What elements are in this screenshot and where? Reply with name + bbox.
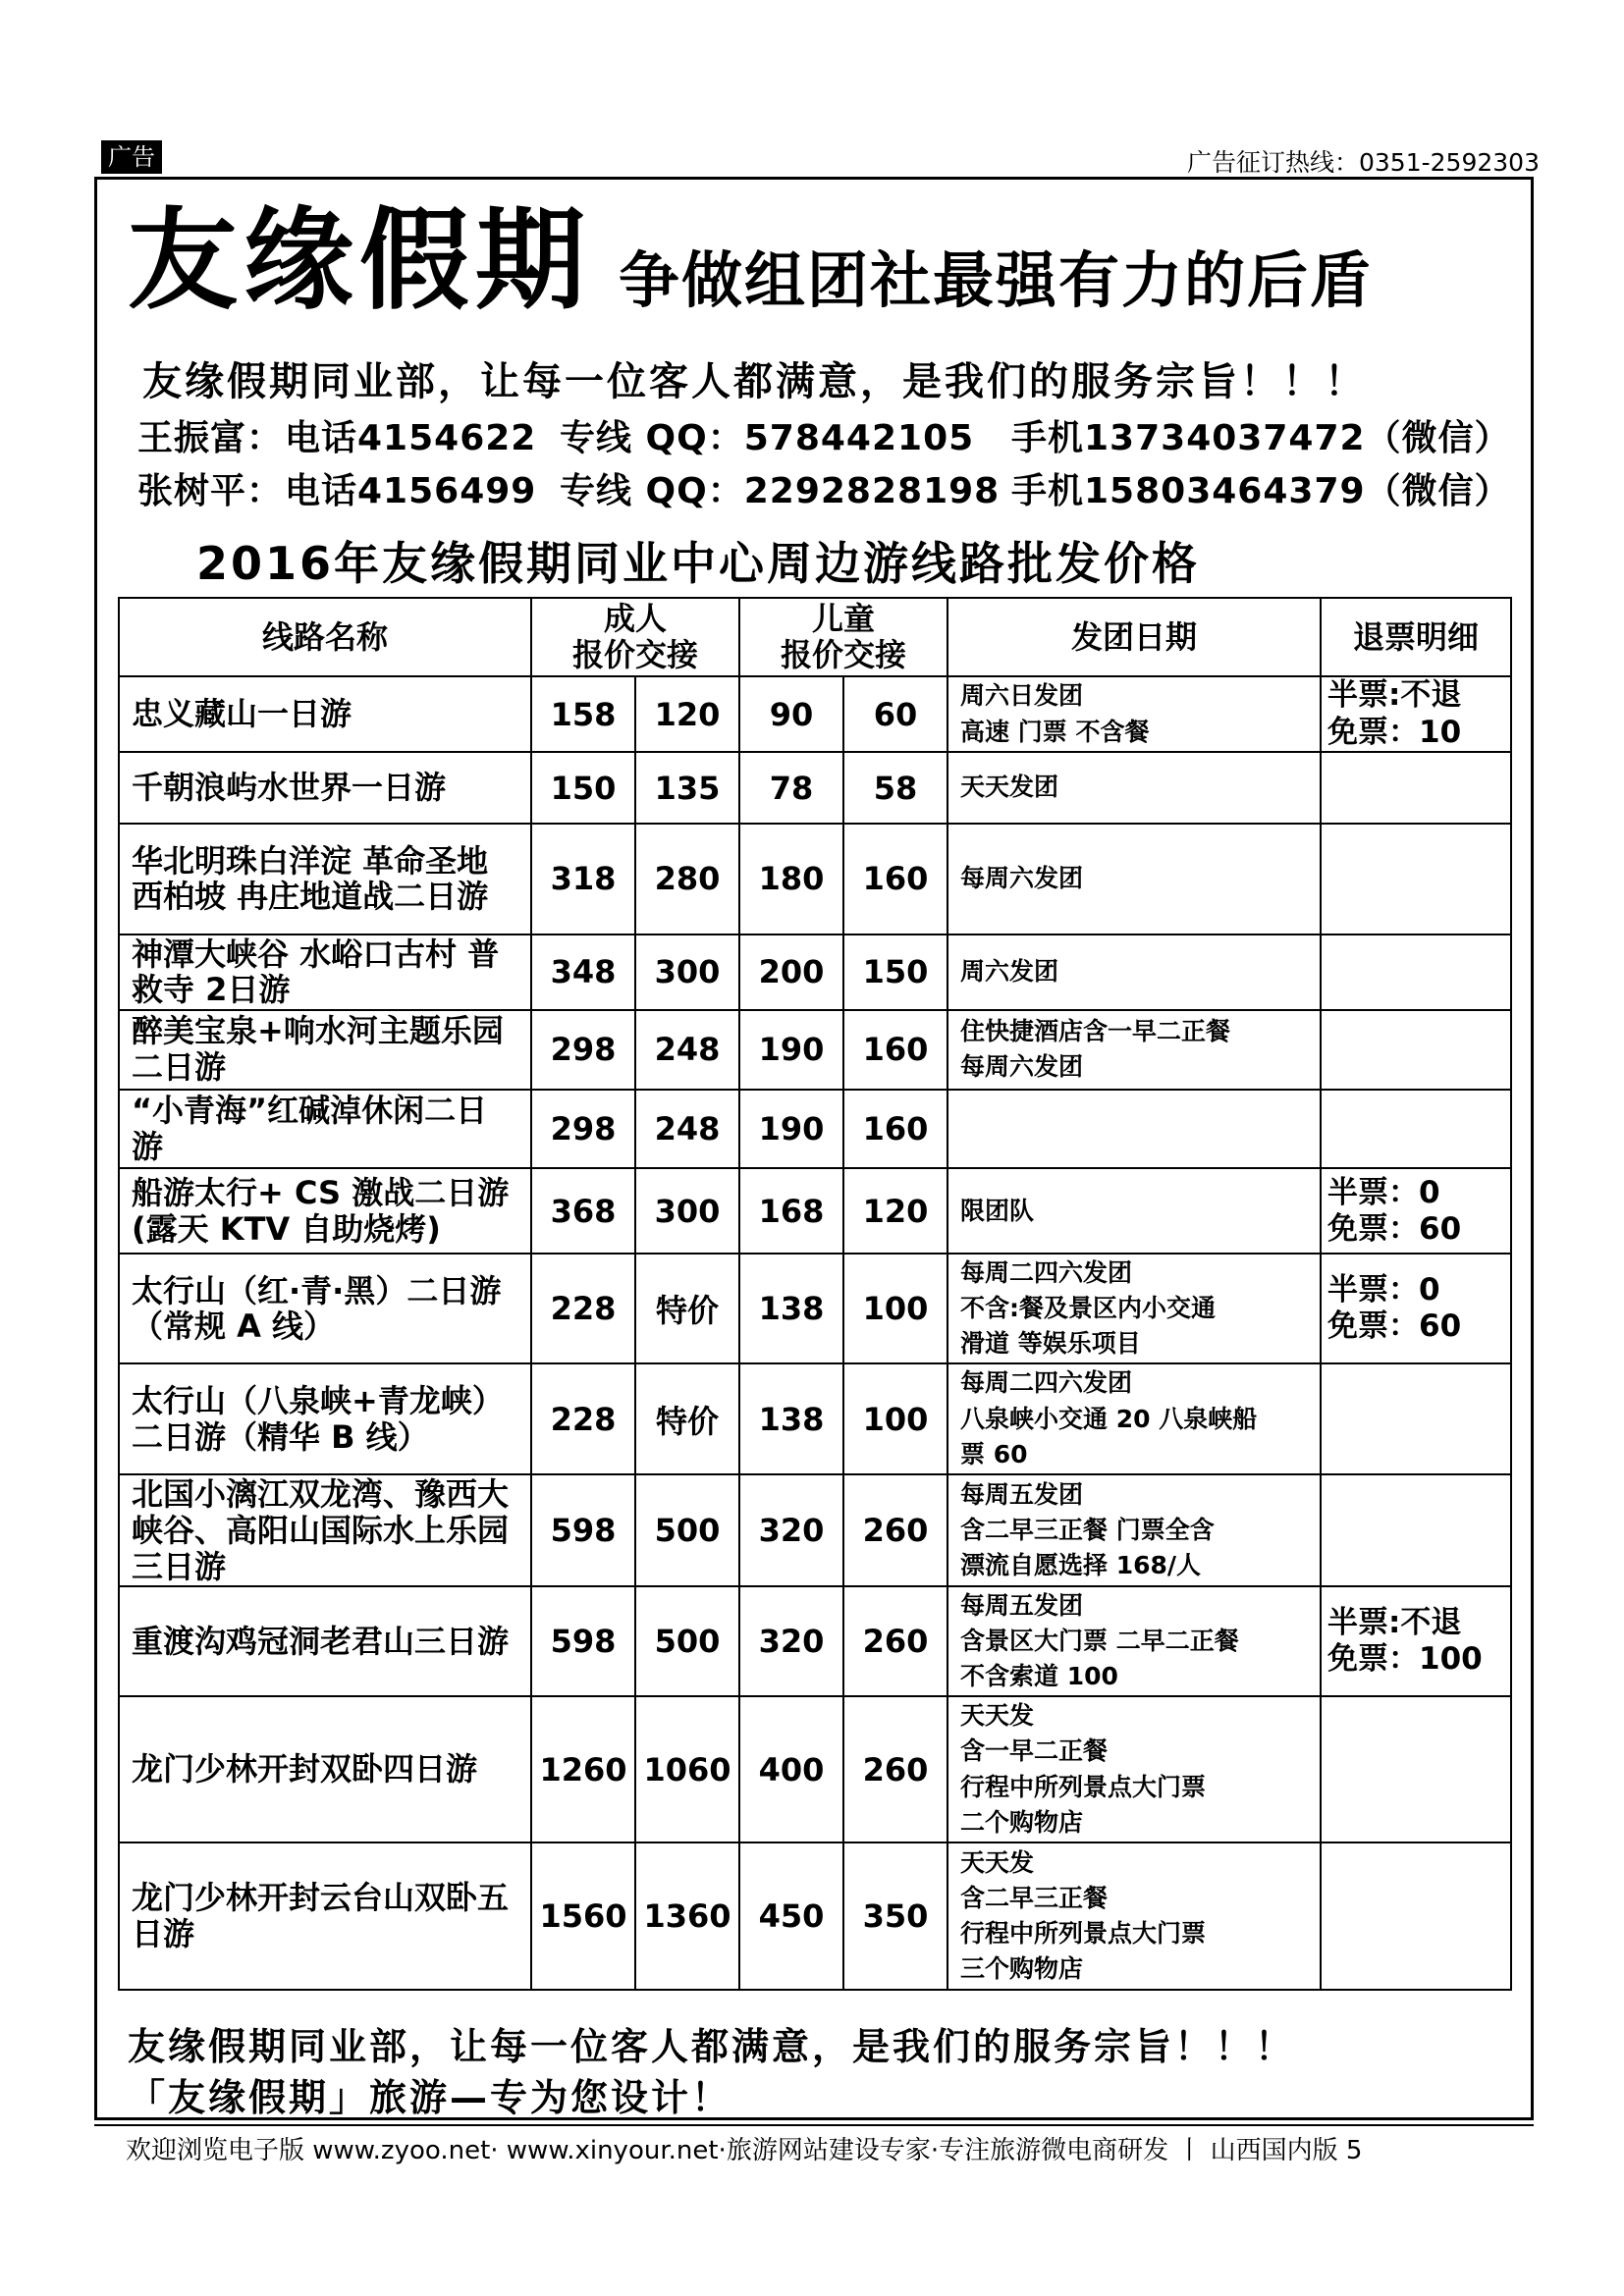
child-quote: 138 bbox=[739, 1363, 843, 1474]
refund-line: 半票:不退 bbox=[1327, 1604, 1462, 1640]
adult-handover: 280 bbox=[635, 824, 739, 934]
date-line: 行程中所列景点大门票 bbox=[960, 1919, 1207, 1949]
departure-dates bbox=[947, 1474, 1321, 1586]
adult-handover: 248 bbox=[635, 1090, 739, 1169]
adult-quote: 598 bbox=[531, 1586, 635, 1696]
child-quote: 138 bbox=[739, 1254, 843, 1363]
child-handover: 100 bbox=[843, 1254, 947, 1363]
date-line: 天天发 bbox=[960, 1701, 1035, 1731]
contact-mobile: 手机15803464379（微信） bbox=[1011, 471, 1511, 511]
date-line: 限团队 bbox=[960, 1196, 1035, 1225]
refund-details bbox=[1321, 1168, 1511, 1254]
refund-details bbox=[1321, 824, 1511, 934]
child-quote: 450 bbox=[739, 1842, 843, 1990]
date-line: 周六发团 bbox=[960, 957, 1059, 987]
refund-details bbox=[1321, 934, 1511, 1010]
service-tagline: 友缘假期同业部，让每一位客人都满意，是我们的服务宗旨！！！ bbox=[142, 359, 1367, 404]
refund-line: 半票：0 bbox=[1327, 1272, 1440, 1308]
child-quote: 200 bbox=[739, 934, 843, 1010]
adult-handover: 500 bbox=[635, 1586, 739, 1696]
contact-phone: 电话4156499 bbox=[285, 471, 537, 511]
refund-line: 免票：10 bbox=[1327, 714, 1462, 750]
adult-quote: 1260 bbox=[531, 1696, 635, 1843]
child-quote: 400 bbox=[739, 1696, 843, 1843]
child-quote: 320 bbox=[739, 1474, 843, 1586]
refund-line: 半票：0 bbox=[1327, 1174, 1440, 1210]
table-header-row bbox=[119, 598, 1511, 676]
departure-dates bbox=[947, 1254, 1321, 1363]
child-quote: 78 bbox=[739, 752, 843, 824]
departure-dates bbox=[947, 1586, 1321, 1696]
child-handover: 160 bbox=[843, 1010, 947, 1090]
adult-handover: 500 bbox=[635, 1474, 739, 1586]
refund-details bbox=[1321, 1586, 1511, 1696]
adult-quote: 348 bbox=[531, 934, 635, 1010]
table-row bbox=[119, 824, 1511, 934]
child-quote: 190 bbox=[739, 1010, 843, 1090]
refund-line: 免票：100 bbox=[1327, 1640, 1483, 1677]
date-line: 每周二四六发团 bbox=[960, 1368, 1133, 1398]
date-line: 含二早三正餐 门票全含 bbox=[960, 1516, 1215, 1545]
header-route: 线路名称 bbox=[119, 598, 531, 676]
page-footer: 欢迎浏览电子版 www.zyoo.net· www.xinyour.net·旅游网站建设专家·专注旅游微电商研发 丨 山西国内版 5 bbox=[126, 2136, 1363, 2165]
adult-quote: 298 bbox=[531, 1090, 635, 1169]
date-line: 天天发 bbox=[960, 1847, 1035, 1877]
route-name: 龙门少林开封云台山双卧五日游 bbox=[119, 1842, 531, 1990]
child-handover: 58 bbox=[843, 752, 947, 824]
child-handover: 260 bbox=[843, 1474, 947, 1586]
child-handover: 160 bbox=[843, 1090, 947, 1169]
adult-quote: 368 bbox=[531, 1168, 635, 1254]
ad-tag: 广告 bbox=[101, 140, 162, 174]
date-line: 每周五发团 bbox=[960, 1590, 1084, 1620]
table-row bbox=[119, 1168, 1511, 1254]
departure-dates bbox=[947, 1090, 1321, 1169]
route-name: 千朝浪屿水世界一日游 bbox=[119, 752, 531, 824]
refund-details bbox=[1321, 1254, 1511, 1363]
refund-line: 免票：60 bbox=[1327, 1308, 1462, 1345]
price-table-title: 2016年友缘假期同业中心周边游线路批发价格 bbox=[196, 537, 1201, 590]
adult-handover: 248 bbox=[635, 1010, 739, 1090]
route-name: 神潭大峡谷 水峪口古村 普救寺 2日游 bbox=[119, 934, 531, 1010]
refund-details bbox=[1321, 676, 1511, 752]
date-line: 每周六发团 bbox=[960, 1052, 1084, 1082]
child-handover: 160 bbox=[843, 824, 947, 934]
child-handover: 260 bbox=[843, 1696, 947, 1843]
child-quote: 90 bbox=[739, 676, 843, 752]
date-line: 票 60 bbox=[960, 1439, 1028, 1468]
route-name: 醉美宝泉+响水河主题乐园二日游 bbox=[119, 1010, 531, 1090]
adult-handover: 1060 bbox=[635, 1696, 739, 1843]
date-line: 八泉峡小交通 20 八泉峡船 bbox=[960, 1404, 1258, 1433]
date-line: 高速 门票 不含餐 bbox=[960, 717, 1150, 746]
adult-quote: 318 bbox=[531, 824, 635, 934]
child-handover: 120 bbox=[843, 1168, 947, 1254]
child-handover: 100 bbox=[843, 1363, 947, 1474]
route-name: 忠义藏山一日游 bbox=[119, 676, 531, 752]
adult-handover: 特价 bbox=[635, 1254, 739, 1363]
route-name: 太行山（八泉峡+青龙峡）二日游（精华 B 线） bbox=[119, 1363, 531, 1474]
adult-quote: 598 bbox=[531, 1474, 635, 1586]
adult-quote: 298 bbox=[531, 1010, 635, 1090]
contact-qq: 专线 QQ：578442105 bbox=[560, 418, 975, 458]
adult-quote: 158 bbox=[531, 676, 635, 752]
header-dates: 发团日期 bbox=[947, 598, 1321, 676]
refund-details bbox=[1321, 1363, 1511, 1474]
departure-dates bbox=[947, 752, 1321, 824]
departure-dates bbox=[947, 1842, 1321, 1990]
departure-dates bbox=[947, 934, 1321, 1010]
contact-row bbox=[137, 463, 1511, 513]
date-line: 每周五发团 bbox=[960, 1479, 1084, 1509]
date-line: 含一早二正餐 bbox=[960, 1736, 1109, 1766]
contact-phone: 电话4154622 bbox=[285, 418, 537, 458]
departure-dates bbox=[947, 824, 1321, 934]
refund-details bbox=[1321, 1842, 1511, 1990]
table-row bbox=[119, 1586, 1511, 1696]
refund-line: 半票:不退 bbox=[1327, 677, 1462, 714]
header-child-label: 儿童 bbox=[812, 600, 876, 638]
adult-quote: 150 bbox=[531, 752, 635, 824]
refund-details bbox=[1321, 1696, 1511, 1843]
table-row bbox=[119, 934, 1511, 1010]
adult-handover: 300 bbox=[635, 934, 739, 1010]
route-name: 北国小漓江双龙湾、豫西大峡谷、高阳山国际水上乐园三日游 bbox=[119, 1474, 531, 1586]
route-name: 太行山（红·青·黑）二日游（常规 A 线） bbox=[119, 1254, 531, 1363]
table-row bbox=[119, 1842, 1511, 1990]
departure-dates bbox=[947, 1010, 1321, 1090]
date-line: 每周二四六发团 bbox=[960, 1257, 1133, 1287]
table-row bbox=[119, 1474, 1511, 1586]
child-handover: 350 bbox=[843, 1842, 947, 1990]
refund-details bbox=[1321, 1010, 1511, 1090]
route-name: “小青海”红碱淖休闲二日游 bbox=[119, 1090, 531, 1169]
ad-hotline: 广告征订热线：0351-2592303 bbox=[1187, 148, 1540, 177]
price-table bbox=[118, 597, 1512, 1991]
date-line: 含二早三正餐 bbox=[960, 1883, 1109, 1912]
adult-quote: 228 bbox=[531, 1363, 635, 1474]
adult-handover: 135 bbox=[635, 752, 739, 824]
date-line: 含景区大门票 二早二正餐 bbox=[960, 1626, 1239, 1655]
adult-handover: 1360 bbox=[635, 1842, 739, 1990]
route-name: 重渡沟鸡冠洞老君山三日游 bbox=[119, 1586, 531, 1696]
child-handover: 150 bbox=[843, 934, 947, 1010]
header-adult-label: 成人 bbox=[604, 600, 668, 638]
date-line: 住快捷酒店含一早二正餐 bbox=[960, 1016, 1231, 1045]
date-line: 漂流自愿选择 168/人 bbox=[960, 1551, 1202, 1580]
refund-details bbox=[1321, 1474, 1511, 1586]
table-row bbox=[119, 1363, 1511, 1474]
brand-slogan: 争做组团社最强有力的后盾 bbox=[619, 244, 1374, 316]
child-quote: 168 bbox=[739, 1168, 843, 1254]
date-line: 周六日发团 bbox=[960, 681, 1084, 711]
table-row bbox=[119, 752, 1511, 824]
adult-handover: 特价 bbox=[635, 1363, 739, 1474]
header-refund: 退票明细 bbox=[1321, 598, 1511, 676]
table-row bbox=[119, 1254, 1511, 1363]
departure-dates bbox=[947, 1168, 1321, 1254]
adult-quote: 1560 bbox=[531, 1842, 635, 1990]
date-line: 滑道 等娱乐项目 bbox=[960, 1329, 1141, 1359]
adult-handover: 300 bbox=[635, 1168, 739, 1254]
refund-details bbox=[1321, 752, 1511, 824]
bottom-slogan: 「友缘假期」旅游—专为您设计！ bbox=[128, 2076, 732, 2119]
bottom-tagline: 友缘假期同业部，让每一位客人都满意，是我们的服务宗旨！！！ bbox=[128, 2025, 1296, 2068]
child-handover: 260 bbox=[843, 1586, 947, 1696]
date-line: 天天发团 bbox=[960, 773, 1059, 802]
date-line: 行程中所列景点大门票 bbox=[960, 1772, 1207, 1801]
route-name: 船游太行+ CS 激战二日游(露天 KTV 自助烧烤) bbox=[119, 1168, 531, 1254]
contact-name: 张树平： bbox=[137, 471, 284, 511]
route-name: 华北明珠白洋淀 革命圣地西柏坡 冉庄地道战二日游 bbox=[119, 824, 531, 934]
departure-dates bbox=[947, 1363, 1321, 1474]
table-row bbox=[119, 676, 1511, 752]
child-quote: 180 bbox=[739, 824, 843, 934]
child-handover: 60 bbox=[843, 676, 947, 752]
refund-line: 免票：60 bbox=[1327, 1210, 1462, 1247]
adult-quote: 228 bbox=[531, 1254, 635, 1363]
date-line: 三个购物店 bbox=[960, 1954, 1084, 1984]
date-line: 不含索道 100 bbox=[960, 1662, 1118, 1691]
date-line: 二个购物店 bbox=[960, 1807, 1084, 1837]
contact-qq: 专线 QQ：2292828198 bbox=[560, 471, 1001, 511]
route-name: 龙门少林开封双卧四日游 bbox=[119, 1696, 531, 1843]
contact-name: 王振富： bbox=[137, 418, 284, 458]
table-row bbox=[119, 1696, 1511, 1843]
table-row bbox=[119, 1010, 1511, 1090]
refund-details bbox=[1321, 1090, 1511, 1169]
contact-row bbox=[137, 410, 1511, 460]
header-child bbox=[739, 598, 947, 676]
brand-title: 友缘假期 bbox=[128, 197, 591, 325]
child-quote: 320 bbox=[739, 1586, 843, 1696]
child-quote: 190 bbox=[739, 1090, 843, 1169]
contact-mobile: 手机13734037472（微信） bbox=[1011, 418, 1511, 458]
footer-divider bbox=[94, 2124, 1534, 2126]
date-line: 每周六发团 bbox=[960, 864, 1084, 893]
adult-handover: 120 bbox=[635, 676, 739, 752]
header-adult bbox=[531, 598, 739, 676]
date-line: 不含:餐及景区内小交通 bbox=[960, 1294, 1217, 1323]
header-adult-sub: 报价交接 bbox=[572, 636, 699, 673]
departure-dates bbox=[947, 676, 1321, 752]
table-row bbox=[119, 1090, 1511, 1169]
header-child-sub: 报价交接 bbox=[781, 636, 907, 673]
departure-dates bbox=[947, 1696, 1321, 1843]
